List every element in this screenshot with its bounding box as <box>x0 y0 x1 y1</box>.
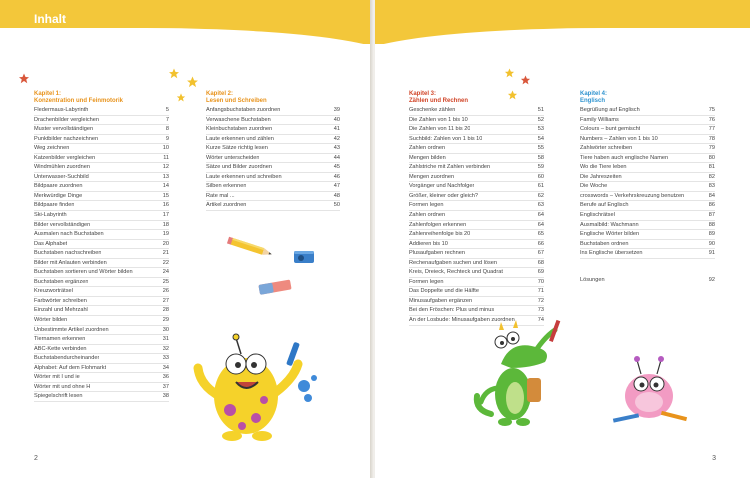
toc-entry-page: 74 <box>537 317 544 324</box>
toc-entry <box>580 192 715 202</box>
star-icon <box>168 68 180 80</box>
chapter-1-column <box>34 91 169 402</box>
toc-entry-page: 71 <box>537 288 544 295</box>
toc-entry-title: Addieren bis 10 <box>409 240 448 247</box>
chapter-3-column <box>409 91 544 326</box>
toc-entry-title: Anfangsbuchstaben zuordnen <box>206 107 281 113</box>
toc-entry-title: Plusaufgaben rechnen <box>409 250 465 257</box>
toc-entry <box>580 182 715 192</box>
toc-entry <box>580 201 715 211</box>
toc-entry-page: 7 <box>165 116 169 123</box>
toc-entry-title: Wörter mit I und ie <box>34 374 80 381</box>
toc-entry <box>34 230 169 240</box>
toc-entry <box>409 268 544 278</box>
toc-entry-title: Berufe auf Englisch <box>580 202 629 209</box>
toc-entry <box>34 173 169 183</box>
solutions-label: Lösungen <box>580 276 605 283</box>
toc-entry-title: Artikel zuordnen <box>206 202 247 209</box>
toc-entry <box>206 106 340 116</box>
toc-entry <box>34 326 169 336</box>
toc-entry-title: Wörter bilden <box>34 317 68 324</box>
toc-entry-title: Laute erkennen und schreiben <box>206 173 282 180</box>
toc-entry-title: Numbers – Zahlen von 1 bis 10 <box>580 135 658 142</box>
toc-entry <box>34 240 169 250</box>
toc-entry-title: Muster vervollständigen <box>34 126 94 133</box>
toc-entry-page: 54 <box>537 135 544 142</box>
star-icon <box>520 75 531 86</box>
toc-entry <box>580 249 715 259</box>
toc-entry-title: Silben erkennen <box>206 183 247 190</box>
toc-entry <box>34 297 169 307</box>
toc-entry <box>206 154 340 164</box>
toc-entry-page: 76 <box>708 116 715 123</box>
toc-entry <box>206 192 340 202</box>
toc-entry-page: 62 <box>537 192 544 199</box>
star-icon <box>176 93 186 103</box>
toc-entry-page: 29 <box>162 317 169 324</box>
toc-entry <box>34 259 169 269</box>
star-icon <box>18 73 30 85</box>
toc-entry-page: 52 <box>537 116 544 123</box>
chapter-1-entries <box>34 106 169 402</box>
toc-entry-page: 86 <box>708 202 715 209</box>
toc-entry-page: 28 <box>162 307 169 314</box>
toc-entry-page: 9 <box>165 135 169 142</box>
toc-entry <box>580 230 715 240</box>
toc-entry-page: 48 <box>333 192 340 199</box>
toc-entry <box>409 173 544 183</box>
toc-entry-title: Buchstaben sortieren und Wörter bilden <box>34 269 133 276</box>
toc-entry-page: 39 <box>333 107 340 113</box>
toc-entry <box>34 163 169 173</box>
toc-entry-title: Zahlenfolgen erkennen <box>409 221 467 228</box>
toc-entry-page: 30 <box>162 326 169 333</box>
toc-entry-page: 14 <box>162 183 169 190</box>
toc-entry-title: Ski-Labyrinth <box>34 212 67 219</box>
toc-entry-page: 83 <box>708 183 715 190</box>
toc-entry <box>34 221 169 231</box>
toc-entry-title: Kurze Sätze richtig lesen <box>206 145 268 152</box>
toc-entry <box>580 106 715 116</box>
toc-entry-page: 15 <box>162 192 169 199</box>
toc-entry-title: Zahlen ordnen <box>409 145 446 152</box>
toc-entry-page: 79 <box>708 145 715 152</box>
toc-entry-page: 10 <box>162 145 169 152</box>
toc-entry <box>34 154 169 164</box>
toc-entry <box>580 211 715 221</box>
toc-entry <box>34 144 169 154</box>
eraser-icon <box>256 278 296 296</box>
toc-entry-title: Zahlenreihenfolge bis 20 <box>409 231 471 238</box>
toc-entry-page: 80 <box>708 154 715 161</box>
toc-entry <box>580 135 715 145</box>
toc-entry-page: 45 <box>333 164 340 171</box>
toc-entry-page: 17 <box>162 212 169 219</box>
toc-entry-page: 11 <box>163 154 169 161</box>
toc-entry <box>580 173 715 183</box>
toc-entry-title: Formen legen <box>409 278 444 285</box>
toc-entry-page: 16 <box>162 202 169 209</box>
toc-entry-page: 69 <box>537 269 544 276</box>
toc-entry-page: 36 <box>162 374 169 381</box>
toc-entry <box>34 345 169 355</box>
toc-entry-title: Ausmalbild: Wachmann <box>580 221 639 228</box>
toc-entry <box>409 144 544 154</box>
page-number-left: 2 <box>34 455 38 462</box>
toc-entry-title: Farbwörter schreiben <box>34 297 87 304</box>
toc-entry <box>34 392 169 402</box>
toc-entry-title: Verwaschene Buchstaben <box>206 116 271 123</box>
chapter-4-column <box>580 91 715 284</box>
toc-entry <box>34 316 169 326</box>
left-page <box>0 0 372 478</box>
toc-entry-page: 21 <box>162 250 169 257</box>
toc-entry <box>409 201 544 211</box>
toc-entry-page: 81 <box>708 164 715 171</box>
toc-entry <box>34 201 169 211</box>
chapter-4-label: Kapitel 4: <box>580 91 608 97</box>
toc-entry-title: Die Zahlen von 11 bis 20 <box>409 126 471 133</box>
toc-entry-title: Zahlwörter schreiben <box>580 145 633 152</box>
toc-entry-page: 60 <box>537 173 544 180</box>
toc-entry <box>409 249 544 259</box>
toc-entry <box>34 106 169 116</box>
toc-entry-page: 61 <box>537 183 544 190</box>
toc-entry <box>409 192 544 202</box>
toc-entry <box>34 306 169 316</box>
toc-entry-page: 13 <box>162 173 169 180</box>
toc-entry-title: Begrüßung auf Englisch <box>580 107 640 113</box>
toc-entry-page: 70 <box>537 278 544 285</box>
yellow-monster-illustration <box>186 328 326 448</box>
toc-entry <box>34 364 169 374</box>
toc-entry <box>409 106 544 116</box>
toc-entry-title: Formen legen <box>409 202 444 209</box>
toc-entry-title: Wörter mit und ohne H <box>34 383 91 390</box>
toc-entry <box>206 201 340 211</box>
toc-entry-page: 12 <box>162 164 169 171</box>
toc-entry <box>580 144 715 154</box>
toc-entry <box>409 306 544 316</box>
sharpener-icon <box>292 248 318 266</box>
toc-entry-title: Sätze und Bilder zuordnen <box>206 164 272 171</box>
toc-entry <box>34 354 169 364</box>
toc-entry-title: Wo die Tiere leben <box>580 164 627 171</box>
toc-entry-page: 22 <box>162 259 169 266</box>
page-number-right: 3 <box>712 455 716 462</box>
toc-entry <box>34 268 169 278</box>
toc-entry-page: 51 <box>537 107 544 113</box>
pencil-icon <box>226 236 276 258</box>
toc-entry-title: Die Zahlen von 1 bis 10 <box>409 116 468 123</box>
chapter-3-title: Zählen und Rechnen <box>409 98 469 104</box>
toc-entry-page: 68 <box>537 259 544 266</box>
toc-entry-title: Alphabet: Auf dem Flohmarkt <box>34 364 107 371</box>
toc-entry-title: ABC-Kette verbinden <box>34 345 87 352</box>
toc-entry-title: Buchstaben nachschreiben <box>34 250 102 257</box>
toc-entry <box>580 154 715 164</box>
toc-entry-title: Das Doppelte und die Hälfte <box>409 288 479 295</box>
toc-entry-page: 73 <box>537 307 544 314</box>
toc-entry-page: 64 <box>537 212 544 219</box>
green-dragon-illustration <box>471 318 571 438</box>
toc-entry <box>34 135 169 145</box>
toc-entry-title: Rechenaufgaben suchen und lösen <box>409 259 498 266</box>
toc-entry-title: Bilder mit Anlauten verbinden <box>34 259 107 266</box>
toc-entry <box>580 163 715 173</box>
toc-entry-page: 84 <box>708 192 715 199</box>
toc-entry <box>409 221 544 231</box>
toc-entry-page: 19 <box>162 231 169 238</box>
toc-entry <box>206 144 340 154</box>
chapter-3-label: Kapitel 3: <box>409 91 437 97</box>
toc-entry-title: Englische Wörter bilden <box>580 231 640 238</box>
toc-entry-title: Einzahl und Mehrzahl <box>34 307 88 314</box>
toc-entry <box>409 240 544 250</box>
toc-entry-page: 44 <box>333 154 340 161</box>
toc-entry <box>580 116 715 126</box>
toc-entry-title: Spiegelschrift lesen <box>34 393 83 400</box>
toc-entry <box>409 287 544 297</box>
solutions-page: 92 <box>708 276 715 283</box>
toc-entry-page: 66 <box>537 240 544 247</box>
toc-entry-page: 20 <box>162 240 169 247</box>
toc-entry <box>409 278 544 288</box>
toc-entry <box>580 125 715 135</box>
toc-entry-title: Bilder vervollständigen <box>34 221 91 228</box>
toc-entry <box>34 249 169 259</box>
toc-entry <box>34 192 169 202</box>
toc-entry-page: 42 <box>333 135 340 142</box>
toc-entry-page: 82 <box>708 173 715 180</box>
toc-entry-title: Bildpaare zuordnen <box>34 183 83 190</box>
toc-entry-page: 91 <box>708 250 715 257</box>
toc-entry-page: 90 <box>708 240 715 247</box>
toc-entry-title: Rate mal ... <box>206 192 235 199</box>
toc-entry-title: Laute erkennen und zählen <box>206 135 274 142</box>
toc-entry-title: Katzenbilder vergleichen <box>34 154 96 161</box>
toc-entry-page: 37 <box>162 383 169 390</box>
toc-entry <box>580 221 715 231</box>
toc-entry-page: 75 <box>708 107 715 113</box>
chapter-2-label: Kapitel 2: <box>206 91 234 97</box>
toc-entry-page: 32 <box>162 345 169 352</box>
toc-entry-title: Die Jahreszeiten <box>580 173 622 180</box>
toc-entry <box>34 287 169 297</box>
toc-entry-title: Kleinbuchstaben zuordnen <box>206 126 273 133</box>
toc-entry-title: Weg zeichnen <box>34 145 70 152</box>
toc-entry-page: 55 <box>537 145 544 152</box>
toc-entry-page: 78 <box>708 135 715 142</box>
toc-entry-page: 38 <box>162 393 169 400</box>
toc-entry-page: 63 <box>537 202 544 209</box>
toc-entry-page: 50 <box>333 202 340 209</box>
toc-entry-title: Drachenbilder vergleichen <box>34 116 99 123</box>
toc-entry-title: Zahlen ordnen <box>409 212 446 219</box>
toc-entry-page: 24 <box>162 269 169 276</box>
toc-entry <box>34 373 169 383</box>
toc-entry-page: 88 <box>708 221 715 228</box>
toc-entry-title: Ins Englische übersetzen <box>580 250 643 257</box>
toc-entry-page: 43 <box>333 145 340 152</box>
toc-entry-page: 53 <box>537 126 544 133</box>
toc-entry <box>409 163 544 173</box>
toc-entry-title: Bei den Fröschen: Plus und minus <box>409 307 495 314</box>
toc-entry <box>34 116 169 126</box>
toc-entry-title: Buchstaben ordnen <box>580 240 629 247</box>
toc-entry-page: 18 <box>162 221 169 228</box>
toc-entry <box>206 135 340 145</box>
toc-entry-title: Punktbilder nachzeichnen <box>34 135 99 142</box>
toc-entry-page: 87 <box>708 212 715 219</box>
header-banner-right <box>375 0 750 44</box>
toc-entry <box>409 154 544 164</box>
toc-entry-page: 64 <box>537 221 544 228</box>
toc-entry <box>34 278 169 288</box>
toc-entry-title: Colours – bunt gemischt <box>580 126 641 133</box>
toc-entry-title: Die Woche <box>580 183 608 190</box>
toc-entry-title: Family Williams <box>580 116 619 123</box>
toc-entry <box>206 182 340 192</box>
chapter-1-label: Kapitel 1: <box>34 91 62 97</box>
toc-entry-title: Wörter unterscheiden <box>206 154 260 161</box>
toc-entry-title: Geschenke zählen <box>409 107 456 113</box>
toc-entry <box>409 211 544 221</box>
toc-entry-title: Kreis, Dreieck, Rechteck und Quadrat <box>409 269 503 276</box>
toc-entry <box>409 125 544 135</box>
toc-entry <box>34 335 169 345</box>
toc-entry-title: Kreuzworträtsel <box>34 288 73 295</box>
toc-entry <box>34 182 169 192</box>
toc-entry-title: Unbestimmte Artikel zuordnen <box>34 326 109 333</box>
toc-entry-title: Suchbild: Zahlen von 1 bis 10 <box>409 135 483 142</box>
toc-entry <box>34 125 169 135</box>
toc-entry-page: 59 <box>537 164 544 171</box>
chapter-4-title: Englisch <box>580 98 606 104</box>
toc-entry-title: Buchstaben ergänzen <box>34 278 89 285</box>
toc-entry <box>34 211 169 221</box>
toc-entry-title: Windmühlen zuordnen <box>34 164 90 171</box>
toc-entry-title: Bildpaare finden <box>34 202 75 209</box>
toc-entry <box>206 125 340 135</box>
toc-entry-title: Fledermaus-Labyrinth <box>34 107 89 113</box>
toc-entry-page: 5 <box>165 107 169 113</box>
toc-entry-page: 26 <box>162 288 169 295</box>
toc-entry <box>206 163 340 173</box>
toc-entry-page: 41 <box>333 126 340 133</box>
toc-entry-page: 65 <box>537 231 544 238</box>
toc-entry-title: Tiernamen erkennen <box>34 336 86 343</box>
chapter-2-title: Lesen und Schreiben <box>206 98 267 104</box>
toc-entry-page: 33 <box>162 355 169 362</box>
toc-entry-page: 34 <box>162 364 169 371</box>
toc-entry-title: Ausmalen nach Buchstaben <box>34 231 104 238</box>
right-page <box>375 0 750 478</box>
toc-entry-title: Größer, kleiner oder gleich? <box>409 192 479 199</box>
toc-entry-page: 8 <box>165 126 169 133</box>
toc-entry <box>34 383 169 393</box>
toc-entry-title: Merkwürdige Dinge <box>34 192 83 199</box>
toc-entry-title: Unterwasser-Suchbild <box>34 173 89 180</box>
toc-entry-page: 25 <box>162 278 169 285</box>
toc-entry-page: 40 <box>333 116 340 123</box>
toc-entry <box>206 173 340 183</box>
toc-entry-page: 89 <box>708 231 715 238</box>
toc-entry-title: Buchstabendurcheinander <box>34 355 100 362</box>
chapter-4-entries <box>580 106 715 259</box>
toc-entry-title: Das Alphabet <box>34 240 68 247</box>
toc-entry <box>409 135 544 145</box>
toc-entry <box>409 116 544 126</box>
toc-entry-page: 58 <box>537 154 544 161</box>
toc-entry <box>206 116 340 126</box>
solutions-row <box>580 276 715 285</box>
toc-entry-page: 67 <box>537 250 544 257</box>
toc-entry <box>580 240 715 250</box>
chapter-3-entries <box>409 106 544 326</box>
toc-entry-page: 77 <box>708 126 715 133</box>
chapter-2-column <box>206 91 340 211</box>
toc-entry-title: Minusaufgaben ergänzen <box>409 297 473 304</box>
toc-entry-page: 31 <box>162 336 169 343</box>
chapter-1-title: Konzentration und Feinmotorik <box>34 98 123 104</box>
pink-creature-illustration <box>605 350 695 430</box>
toc-entry-page: 72 <box>537 297 544 304</box>
toc-entry-page: 46 <box>333 173 340 180</box>
toc-entry <box>409 230 544 240</box>
chapter-2-entries <box>206 106 340 211</box>
toc-entry <box>409 182 544 192</box>
toc-entry-title: Vorgänger und Nachfolger <box>409 183 475 190</box>
star-icon <box>186 76 199 89</box>
toc-entry-page: 27 <box>162 297 169 304</box>
toc-entry-title: Zahlstriche mit Zahlen verbinden <box>409 164 491 171</box>
toc-entry-title: Mengen zuordnen <box>409 173 455 180</box>
toc-entry-title: Tiere haben auch englische Namen <box>580 154 669 161</box>
star-icon <box>504 68 515 79</box>
toc-entry-title: An der Losbude: Minusaufgaben zuordnen <box>409 317 515 324</box>
toc-entry-title: crosswords – Verkehrskreuzung benutzen <box>580 192 685 199</box>
page-title: Inhalt <box>34 12 66 26</box>
toc-entry-title: Englischrätsel <box>580 212 615 219</box>
toc-entry <box>409 297 544 307</box>
toc-entry-title: Mengen bilden <box>409 154 446 161</box>
toc-entry-page: 47 <box>333 183 340 190</box>
toc-entry <box>409 259 544 269</box>
